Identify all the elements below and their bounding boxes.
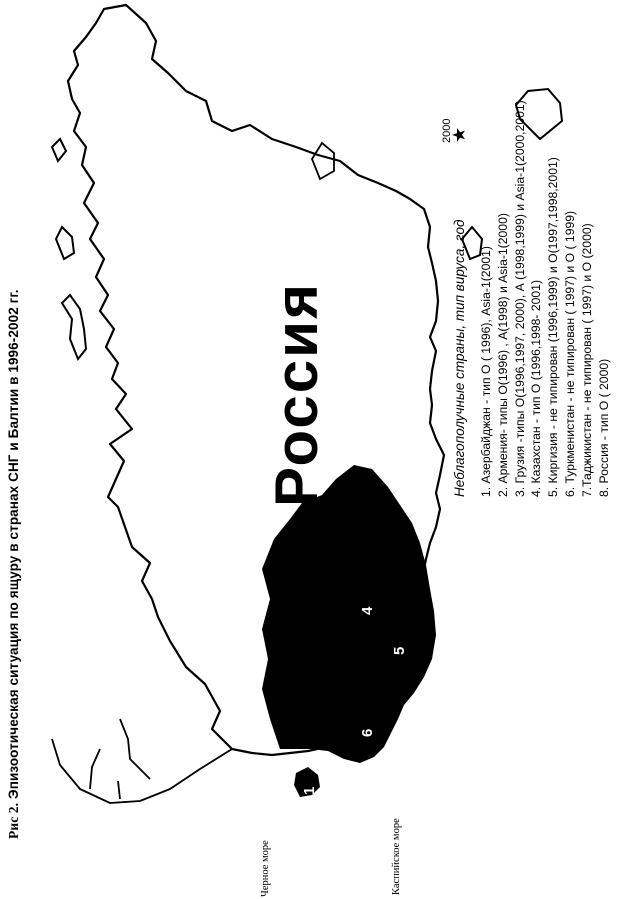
region-number-3: 3 bbox=[309, 794, 326, 803]
figure-title: Эпизоотическая ситуация по ящуру в странах СНГ и Балтии в 1996-2002 гг. bbox=[6, 289, 21, 800]
legend-item: 8. Россия - тип О ( 2000) bbox=[596, 358, 611, 497]
region-number-1: 1 bbox=[301, 786, 318, 795]
region-number-4: 4 bbox=[359, 606, 376, 615]
baikal-lake bbox=[312, 143, 334, 179]
region-number-5: 5 bbox=[391, 646, 408, 655]
western-border-lines bbox=[52, 719, 232, 803]
legend-item: 5. Киргизия - не типирован (1996,1999) и О(1997,1998,2001) bbox=[546, 157, 561, 497]
legend-list bbox=[478, 100, 612, 497]
caspian-sea-label: Каспийское море bbox=[391, 818, 402, 895]
legend-item: 3. Грузия -типы О(1996,1997, 2000), А (1998,1999) и Asia-1(2000,2001) bbox=[512, 100, 527, 497]
novaya-zemlya-island bbox=[62, 295, 86, 359]
severnaya-zemlya-island bbox=[56, 227, 74, 259]
legend-item: 1. Азербайджан - тип О ( 1996), Asia-1(2001) bbox=[479, 246, 493, 497]
country-name-russia: Россия bbox=[263, 281, 330, 507]
legend-item: 4. Казахстан - тип О (1996,1998- 2001) bbox=[529, 279, 544, 497]
legend-title: Неблагополучные страны, тип вируса, год bbox=[452, 219, 467, 497]
region-number-6: 6 bbox=[359, 728, 376, 737]
legend-item: 7.Таджикистан - не типирован ( 1997) и О (2000) bbox=[579, 223, 594, 497]
legend-item: 2. Армения- типы О(1996) , А(1998) и Asia-1(2000) bbox=[495, 213, 510, 497]
kazakhstan-and-central-asia-filled bbox=[262, 465, 436, 763]
figure-number: Рис 2. bbox=[6, 802, 21, 839]
new-siberian-islands bbox=[52, 139, 66, 161]
region-number-2: 2 bbox=[299, 806, 316, 815]
outbreak-star-icon: ★ bbox=[449, 126, 469, 143]
outbreak-year-label: 2000 bbox=[441, 118, 453, 143]
region-number-7: 7 bbox=[415, 688, 432, 697]
black-sea-label: Черное море bbox=[260, 840, 271, 897]
legend-item: 6. Туркменистан - не типирован ( 1997) и О ( 1999) bbox=[562, 210, 577, 497]
